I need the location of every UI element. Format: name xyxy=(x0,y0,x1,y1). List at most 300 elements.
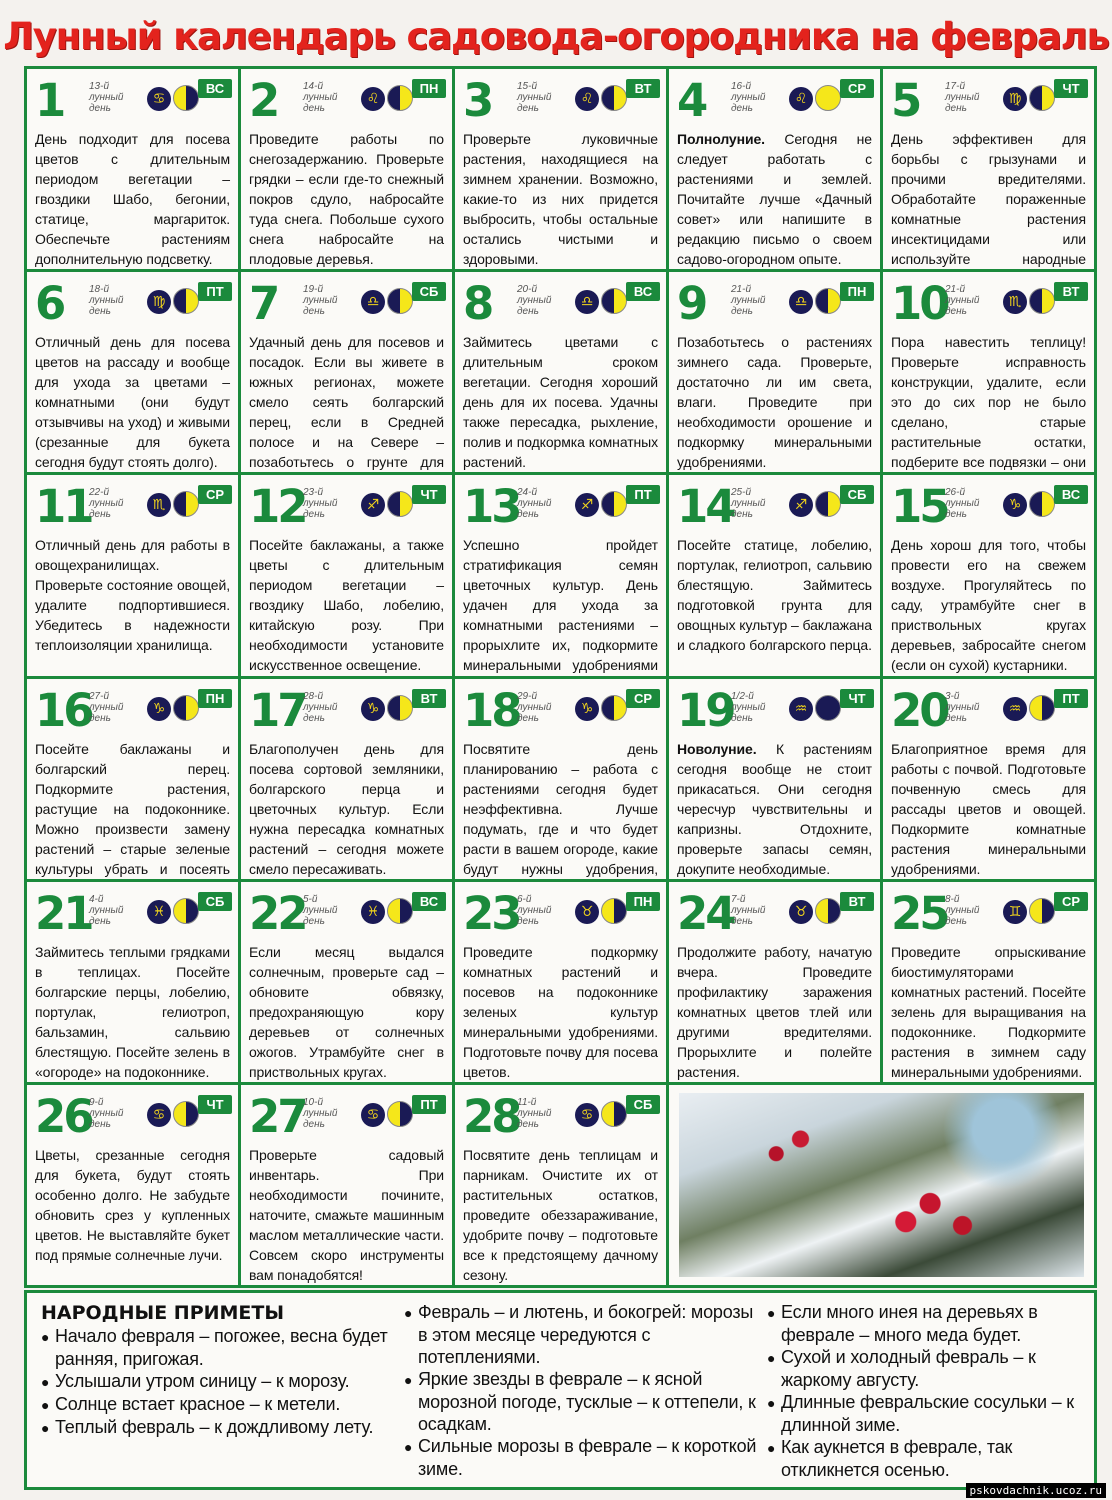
lunar-day-label xyxy=(303,487,353,520)
zodiac-icon: ♑ xyxy=(361,697,385,721)
moon-phase-icon xyxy=(601,695,627,721)
day-advice xyxy=(677,535,872,655)
folk-signs-col-2 xyxy=(404,1301,759,1487)
day-advice-text: Пора навестить теплицу! Проверьте исправность конструкции, удалите, если это до сих пор не было сделано, старые растительные остатки, подберите все подвязки – они xyxy=(891,334,1086,471)
day-number: 4 xyxy=(677,74,706,127)
day-number: 9 xyxy=(677,277,706,331)
day-header xyxy=(463,277,658,331)
day-advice xyxy=(891,739,1086,879)
weekday-badge: СБ xyxy=(412,282,446,301)
lunar-day-label xyxy=(945,284,995,317)
lunar-day-word-2: день xyxy=(731,306,753,318)
day-advice-text: Отличный день для работы в овощехранилищах. Проверьте состояние овощей, удалите подпортившиеся. Убедитесь в надежности теплоизоляции хранилища. xyxy=(35,537,230,654)
lunar-day-ordinal: 1/2-й xyxy=(731,690,754,702)
lunar-day-word-1: лунный xyxy=(89,92,124,103)
lunar-day-word-2: день xyxy=(303,915,325,927)
day-header xyxy=(249,277,444,331)
moon-phase-icon xyxy=(1029,288,1055,314)
day-advice xyxy=(249,1145,444,1285)
day-cell xyxy=(241,69,452,269)
zodiac-icon: ♊ xyxy=(1003,900,1027,924)
day-cell xyxy=(669,882,880,1082)
folk-sign-item: ● Сухой и холодный февраль – к жаркому августу. xyxy=(767,1346,1080,1391)
day-number: 18 xyxy=(463,683,520,737)
folk-sign-item: ● Начало февраля – погожее, весна будет ранняя, пригожая. xyxy=(41,1325,396,1370)
moon-phase-icon xyxy=(387,1101,413,1127)
zodiac-icon: ♐ xyxy=(789,493,813,517)
moon-phase-icon xyxy=(1029,695,1055,721)
day-cell xyxy=(455,679,666,879)
lunar-day-word-2: день xyxy=(517,712,539,724)
calendar-grid xyxy=(24,66,1097,1288)
weekday-badge: ВТ xyxy=(840,892,874,911)
lunar-day-ordinal: 28-й xyxy=(303,690,324,702)
lunar-day-ordinal: 24-й xyxy=(517,487,538,499)
lunar-day-word-2: день xyxy=(89,306,111,318)
day-advice-text: Проведите подкормку комнатных растений и посевов на подоконнике зеленых культур минеральными удобрениями. Подготовьте почву для посева цветов. xyxy=(463,943,658,1080)
moon-phase-icon xyxy=(815,85,841,111)
weekday-badge: ВС xyxy=(198,79,232,98)
day-number: 12 xyxy=(249,480,306,534)
watermark: pskovdachnik.ucoz.ru xyxy=(966,1483,1106,1498)
day-header xyxy=(891,277,1086,331)
day-advice xyxy=(463,535,658,675)
day-number: 2 xyxy=(249,74,278,127)
day-advice-text: Отличный день для посева цветов на рассаду и вообще для ухода за цветами – комнатными (они будут отзывчивы на уход) и живыми (срезанные для букета сегодня будут стоять долго). xyxy=(35,334,230,471)
day-cell xyxy=(241,272,452,472)
day-advice xyxy=(463,129,658,269)
folk-sign-item: ● Солнце встает красное – к метели. xyxy=(41,1393,396,1416)
lunar-day-word-2: день xyxy=(89,509,111,521)
lunar-day-ordinal: 8-й xyxy=(945,893,960,905)
zodiac-icon: ♌ xyxy=(575,87,599,111)
lunar-day-ordinal: 10-й xyxy=(303,1096,324,1108)
moon-phase-icon xyxy=(387,491,413,517)
weekday-badge: ПН xyxy=(198,689,232,708)
lunar-day-label xyxy=(517,691,567,724)
weekday-badge: СР xyxy=(1054,892,1088,911)
day-header xyxy=(35,277,230,331)
moon-phase-icon xyxy=(173,695,199,721)
lunar-day-word-1: лунный xyxy=(89,1107,124,1119)
moon-phase-icon xyxy=(601,288,627,314)
folk-sign-item: ● Услышали утром синицу – к морозу. xyxy=(41,1370,396,1393)
lunar-day-ordinal: 25-й xyxy=(731,487,752,499)
day-number: 3 xyxy=(463,74,492,127)
day-advice-text: Удачный день для посевов и посадок. Если вы живете в южных регионах, можете смело сеять болгарский перец, если в Средней полосе и на Севере – позаботьтесь о грунте для xyxy=(249,334,444,471)
day-advice-text: К растениям сегодня вообще не стоит прикасаться. Они сегодня чересчур чувствительны и капризны. Отдохните, проверьте запасы семян, докупите необходимые. xyxy=(677,740,872,877)
lunar-day-label xyxy=(89,81,139,114)
zodiac-icon: ♒ xyxy=(1003,697,1027,721)
zodiac-icon: ♏ xyxy=(147,493,171,517)
lunar-day-word-1: лунный xyxy=(303,295,338,307)
zodiac-icon: ♐ xyxy=(575,493,599,517)
day-advice-text: Если месяц выдался солнечным, проверьте сад – обновите обвязку, предохраняющую кору деревьев от солнечных ожогов. Утрамбуйте снег в приствольных кругах. xyxy=(249,943,444,1080)
moon-phase-icon xyxy=(387,288,413,314)
day-advice-text: Проверьте луковичные растения, находящиеся на зимнем хранении. Возможно, какие-то из них придется выбросить, чтобы остальные остались чистыми и здоровыми. xyxy=(463,131,658,267)
zodiac-icon: ♎ xyxy=(361,290,385,314)
day-advice xyxy=(35,1145,230,1265)
zodiac-icon: ♍ xyxy=(147,290,171,314)
lunar-day-ordinal: 14-й xyxy=(303,81,324,92)
day-highlight: Новолуние. xyxy=(677,740,757,757)
lunar-day-word-2: день xyxy=(731,712,753,724)
day-advice-text: Цветы, срезанные сегодня для букета, будут стоять особенно долго. Не забудьте обновить срез у купленных цветов. Не выставляйте букет под прямые солнечные лучи. xyxy=(35,1146,230,1263)
weekday-badge: СБ xyxy=(626,1095,660,1114)
moon-phase-icon xyxy=(1029,491,1055,517)
lunar-day-word-1: лунный xyxy=(945,295,980,307)
day-header xyxy=(677,888,872,938)
day-cell xyxy=(241,475,452,675)
day-advice-text: Проведите опрыскивание биостимуляторами комнатных растений. Посейте зелень для выращивания на подоконнике. Подкормите растения в зимнем саду минеральными удобрениями. xyxy=(891,943,1086,1080)
lunar-day-word-1: лунный xyxy=(731,295,766,307)
lunar-day-label xyxy=(517,894,567,927)
lunar-day-word-1: лунный xyxy=(89,904,124,916)
lunar-day-label xyxy=(731,691,781,724)
day-advice-text: Посвятите день теплицам и парникам. Очистите их от растительных остатков, проведите обеззараживание, удобрите почву – подготовьте все к предстоящему дачному сезону. xyxy=(463,1146,658,1283)
moon-phase-icon xyxy=(173,898,199,924)
weekday-badge: СБ xyxy=(840,485,874,504)
day-cell xyxy=(883,272,1094,472)
weekday-badge: ВС xyxy=(1054,485,1088,504)
day-header xyxy=(891,75,1086,125)
day-number: 5 xyxy=(891,74,920,127)
lunar-day-ordinal: 3-й xyxy=(945,690,960,702)
moon-phase-icon xyxy=(601,1101,627,1127)
day-cell xyxy=(455,272,666,472)
moon-phase-icon xyxy=(815,288,841,314)
lunar-day-word-2: день xyxy=(303,712,325,724)
lunar-day-word-2: день xyxy=(89,103,111,114)
lunar-day-word-2: день xyxy=(945,103,967,114)
lunar-day-word-1: лунный xyxy=(303,701,338,713)
lunar-day-word-2: день xyxy=(303,509,325,521)
lunar-day-label xyxy=(89,487,139,520)
lunar-day-word-1: лунный xyxy=(945,904,980,916)
lunar-day-ordinal: 9-й xyxy=(89,1096,104,1108)
moon-phase-icon xyxy=(387,695,413,721)
weekday-badge: ПТ xyxy=(1054,689,1088,708)
moon-phase-icon xyxy=(601,85,627,111)
weekday-badge: ЧТ xyxy=(412,485,446,504)
day-number: 21 xyxy=(35,886,92,940)
lunar-day-label xyxy=(731,81,781,114)
lunar-day-word-2: день xyxy=(731,915,753,927)
day-header xyxy=(35,480,230,534)
day-number: 15 xyxy=(891,480,948,534)
day-cell xyxy=(241,679,452,879)
lunar-day-word-1: лунный xyxy=(517,904,552,916)
day-cell xyxy=(241,882,452,1082)
day-advice xyxy=(463,942,658,1082)
weekday-badge: ПТ xyxy=(198,282,232,301)
day-advice-text: Благоприятное время для работы с почвой. Подготовьте почвенную смесь для рассады цветов и овощей. Подкормите комнатные растения минеральными удобрениями. xyxy=(891,740,1086,877)
day-advice xyxy=(891,942,1086,1082)
zodiac-icon: ♓ xyxy=(147,900,171,924)
lunar-day-word-1: лунный xyxy=(303,1107,338,1119)
day-number: 28 xyxy=(463,1089,520,1143)
lunar-day-ordinal: 26-й xyxy=(945,487,966,499)
lunar-day-word-1: лунный xyxy=(517,1107,552,1119)
lunar-day-label xyxy=(731,487,781,520)
weekday-badge: ПН xyxy=(840,282,874,301)
lunar-day-word-2: день xyxy=(945,306,967,318)
lunar-day-ordinal: 18-й xyxy=(89,284,110,296)
zodiac-icon: ♉ xyxy=(575,900,599,924)
lunar-day-word-2: день xyxy=(945,712,967,724)
day-advice-text: Позаботьтесь о растениях зимнего сада. Проверьте, достаточно ли им света, влаги. Проведите при необходимости орошение и подкормку минеральными удобрениями. xyxy=(677,334,872,471)
lunar-day-ordinal: 29-й xyxy=(517,690,538,702)
day-header xyxy=(249,75,444,125)
day-number: 14 xyxy=(677,480,734,534)
day-cell xyxy=(27,1085,238,1285)
day-cell xyxy=(27,679,238,879)
weekday-badge: ПН xyxy=(412,79,446,98)
lunar-day-label xyxy=(517,1097,567,1130)
day-advice xyxy=(891,129,1086,269)
day-cell xyxy=(455,475,666,675)
zodiac-icon: ♌ xyxy=(789,87,813,111)
lunar-day-label xyxy=(731,284,781,317)
lunar-day-word-1: лунный xyxy=(517,295,552,307)
lunar-day-ordinal: 23-й xyxy=(303,487,324,499)
day-advice-text: День эффективен для борьбы с грызунами и прочими вредителями. Обработайте пораженные комнатные растения инсектицидами или используйте народные xyxy=(891,131,1086,267)
folk-signs-col-3 xyxy=(767,1301,1080,1487)
day-advice xyxy=(249,535,444,675)
day-number: 11 xyxy=(35,480,92,534)
day-number: 20 xyxy=(891,683,948,737)
lunar-day-label xyxy=(945,894,995,927)
day-highlight: Полнолуние. xyxy=(677,131,765,147)
lunar-day-word-2: день xyxy=(731,103,753,114)
day-header xyxy=(35,75,230,125)
moon-phase-icon xyxy=(173,1101,199,1127)
lunar-day-label xyxy=(945,691,995,724)
lunar-day-label xyxy=(89,894,139,927)
lunar-day-word-1: лунный xyxy=(945,92,980,103)
lunar-day-label xyxy=(945,81,995,114)
lunar-day-word-1: лунный xyxy=(89,295,124,307)
day-number: 1 xyxy=(35,74,64,127)
lunar-day-label xyxy=(731,894,781,927)
lunar-day-ordinal: 16-й xyxy=(731,81,752,92)
day-header xyxy=(35,888,230,938)
day-header xyxy=(35,1091,230,1141)
lunar-day-word-1: лунный xyxy=(945,701,980,713)
lunar-day-label xyxy=(303,81,353,114)
zodiac-icon: ♌ xyxy=(361,87,385,111)
day-number: 23 xyxy=(463,886,520,940)
folk-signs-panel xyxy=(24,1290,1097,1490)
day-header xyxy=(677,277,872,331)
lunar-day-word-1: лунный xyxy=(89,701,124,713)
day-header xyxy=(891,685,1086,735)
day-number: 13 xyxy=(463,480,520,534)
day-advice-text: День подходит для посева цветов с длительным периодом вегетации – гвоздики Шабо, бегонии, статице, маргариток. Обеспечьте растениям дополнительную подсветку. xyxy=(35,131,230,267)
day-cell xyxy=(669,69,880,269)
lunar-day-ordinal: 17-й xyxy=(945,81,966,92)
lunar-day-word-2: день xyxy=(89,712,111,724)
weekday-badge: СР xyxy=(626,689,660,708)
day-advice xyxy=(677,739,872,879)
day-cell xyxy=(27,882,238,1082)
day-header xyxy=(249,685,444,735)
folk-sign-item: ● Февраль – и лютень, и бокогрей: морозы в этом месяце чередуются с потеплениями. xyxy=(404,1301,759,1368)
weekday-badge: ПН xyxy=(626,892,660,911)
moon-phase-icon xyxy=(173,85,199,111)
day-advice-text: Займитесь цветами с длительным сроком вегетации. Сегодня хороший день для их посева. Удачны также пересадка, рыхление, полив и подкормка комнатных растений. xyxy=(463,334,658,471)
lunar-day-word-2: день xyxy=(89,915,111,927)
zodiac-icon: ♑ xyxy=(147,697,171,721)
day-number: 24 xyxy=(677,886,734,940)
day-advice-text: Успешно пройдет стратификация семян цветочных культур. День удачен для ухода за комнатными растениями – прорыхлите их, подкормите минеральными удобрениями xyxy=(463,537,658,674)
day-advice xyxy=(35,535,230,655)
day-header xyxy=(891,888,1086,938)
day-number: 19 xyxy=(677,683,734,737)
day-cell xyxy=(455,1085,666,1285)
day-advice xyxy=(463,1145,658,1285)
day-advice-text: Посвятите день планированию – работа с растениями сегодня будет неэффективна. Лучше подумать, где и что будет расти в вашем огороде, какие будут нужны удобрения, xyxy=(463,740,658,877)
day-number: 22 xyxy=(249,886,306,940)
lunar-day-ordinal: 11-й xyxy=(517,1096,537,1108)
zodiac-icon: ♎ xyxy=(789,290,813,314)
lunar-day-word-2: день xyxy=(945,915,967,927)
moon-phase-icon xyxy=(601,898,627,924)
day-number: 10 xyxy=(891,277,948,331)
lunar-day-word-2: день xyxy=(89,1118,111,1130)
page-title: Лунный календарь садовода-огородника на февраль xyxy=(3,15,1109,58)
lunar-day-word-2: день xyxy=(517,915,539,927)
lunar-day-word-2: день xyxy=(303,1118,325,1130)
day-header xyxy=(463,480,658,534)
weekday-badge: ЧТ xyxy=(1054,79,1088,98)
day-advice-text: Посейте статице, лобелию, портулак, гелиотроп, сальвию блестящую. Займитесь подготовкой грунта для овощных культур – баклажана и сладкого болгарского перца. xyxy=(677,537,872,654)
weekday-badge: ВТ xyxy=(412,689,446,708)
lunar-day-label xyxy=(945,487,995,520)
moon-phase-icon xyxy=(601,491,627,517)
lunar-day-word-2: день xyxy=(517,509,539,521)
zodiac-icon: ♋ xyxy=(147,1103,171,1127)
day-number: 7 xyxy=(249,277,278,331)
day-cell xyxy=(883,882,1094,1082)
weekday-badge: ПТ xyxy=(626,485,660,504)
zodiac-icon: ♓ xyxy=(361,900,385,924)
day-advice xyxy=(35,129,230,269)
lunar-day-word-1: лунный xyxy=(731,498,766,510)
moon-phase-icon xyxy=(1029,85,1055,111)
lunar-day-label xyxy=(517,284,567,317)
day-cell xyxy=(669,679,880,879)
folk-sign-item: ● Длинные февральские сосульки – к длинной зиме. xyxy=(767,1391,1080,1436)
lunar-day-ordinal: 4-й xyxy=(89,893,104,905)
day-advice xyxy=(677,942,872,1082)
lunar-day-ordinal: 21-й xyxy=(731,284,752,296)
folk-signs-col-1 xyxy=(41,1301,396,1487)
zodiac-icon: ♑ xyxy=(1003,493,1027,517)
snowy-rowan-berries-photo xyxy=(679,1093,1084,1277)
lunar-day-label xyxy=(89,1097,139,1130)
folk-sign-item: ● Как аукнется в феврале, так откликнется осенью. xyxy=(767,1436,1080,1481)
weekday-badge: ЧТ xyxy=(840,689,874,708)
day-number: 25 xyxy=(891,886,948,940)
day-header xyxy=(677,685,872,735)
day-header xyxy=(677,480,872,534)
day-advice-text: Сегодня не следует работать с растениями и землей. Почитайте лучше «Дачный совет» или напишите в редакцию письмо о своем садово-огородном опыте. xyxy=(677,131,872,267)
folk-sign-item: ● Яркие звезды в феврале – к ясной морозной погоде, тусклые – к оттепели, к осадкам. xyxy=(404,1368,759,1435)
day-advice xyxy=(249,332,444,472)
lunar-day-word-1: лунный xyxy=(731,904,766,916)
lunar-day-word-1: лунный xyxy=(517,701,552,713)
weekday-badge: СР xyxy=(198,485,232,504)
moon-phase-icon xyxy=(815,695,841,721)
day-advice xyxy=(677,332,872,472)
day-header xyxy=(463,685,658,735)
lunar-day-word-1: лунный xyxy=(303,904,338,916)
lunar-day-label xyxy=(303,894,353,927)
lunar-day-label xyxy=(89,691,139,724)
lunar-day-word-1: лунный xyxy=(89,498,124,510)
day-number: 17 xyxy=(249,683,306,737)
day-header xyxy=(249,888,444,938)
folk-sign-item: ● Сильные морозы в феврале – к короткой зиме. xyxy=(404,1435,759,1480)
weekday-badge: СР xyxy=(840,79,874,98)
lunar-day-word-1: лунный xyxy=(731,92,766,103)
lunar-day-label xyxy=(517,487,567,520)
day-advice-text: Проверьте садовый инвентарь. При необходимости почините, наточите, смажьте машинным маслом металлические части. Совсем скоро инструменты вам понадобятся! xyxy=(249,1146,444,1283)
folk-sign-item: ● Если много инея на деревьях в феврале – много меда будет. xyxy=(767,1301,1080,1346)
day-cell xyxy=(455,69,666,269)
folk-signs-title: НАРОДНЫЕ ПРИМЕТЫ xyxy=(41,1302,285,1324)
day-advice-text: Благополучен день для посева сортовой земляники, болгарского перца и цветочных культур. Если нужна пересадка комнатных растений – сегодня можете смело пересаживать. xyxy=(249,740,444,877)
day-number: 8 xyxy=(463,277,492,331)
lunar-day-ordinal: 27-й xyxy=(89,690,110,702)
day-cell xyxy=(669,272,880,472)
day-header xyxy=(891,480,1086,534)
day-advice xyxy=(249,739,444,879)
day-cell xyxy=(241,1085,452,1285)
lunar-day-ordinal: 13-й xyxy=(89,81,110,92)
day-cell xyxy=(27,475,238,675)
day-number: 26 xyxy=(35,1089,92,1143)
zodiac-icon: ♎ xyxy=(575,290,599,314)
day-advice xyxy=(463,332,658,472)
moon-phase-icon xyxy=(387,898,413,924)
weekday-badge: ВТ xyxy=(1054,282,1088,301)
photo-cell xyxy=(669,1085,1094,1285)
weekday-badge: ПТ xyxy=(412,1095,446,1114)
day-header xyxy=(463,1091,658,1141)
folk-sign-item: ● Теплый февраль – к дождливому лету. xyxy=(41,1416,396,1439)
zodiac-icon: ♑ xyxy=(575,697,599,721)
day-number: 27 xyxy=(249,1089,306,1143)
day-advice-text: День хорош для того, чтобы провести его на свежем воздухе. Прогуляйтесь по саду, утрамбуйте снег в приствольных кругах деревьев, забросайте снегом (если он сухой) кустарники. xyxy=(891,537,1086,674)
zodiac-icon: ♐ xyxy=(361,493,385,517)
lunar-day-ordinal: 7-й xyxy=(731,893,746,905)
moon-phase-icon xyxy=(1029,898,1055,924)
moon-phase-icon xyxy=(173,491,199,517)
day-cell xyxy=(883,679,1094,879)
lunar-day-ordinal: 15-й xyxy=(517,81,538,92)
lunar-day-word-1: лунный xyxy=(945,498,980,510)
day-cell xyxy=(455,882,666,1082)
moon-phase-icon xyxy=(815,491,841,517)
lunar-day-word-2: день xyxy=(517,103,539,114)
day-header xyxy=(249,1091,444,1141)
lunar-day-word-2: день xyxy=(303,103,325,114)
day-cell xyxy=(883,69,1094,269)
lunar-day-ordinal: 20-й xyxy=(517,284,538,296)
zodiac-icon: ♋ xyxy=(147,87,171,111)
